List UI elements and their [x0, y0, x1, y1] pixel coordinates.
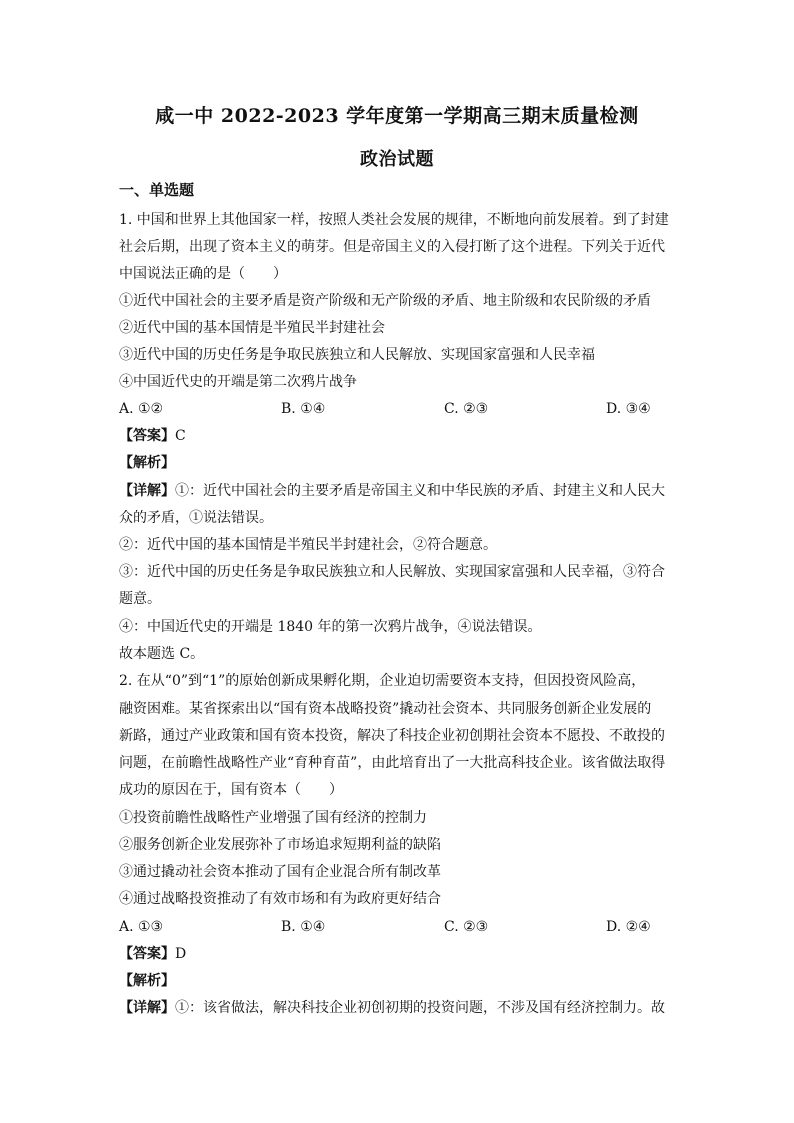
q2-answer	[119, 944, 186, 964]
q2-option-b: B. ①④	[281, 919, 326, 935]
document-title: 咸一中 2022-2023 学年度第一学期高三期末质量检测	[155, 105, 639, 127]
q1-detail-line: 众的矛盾，①说法错误。	[119, 510, 273, 526]
q2-stem-line: 2. 在从“0”到“1”的原始创新成果孵化期，企业迫切需要资本支持，但因投资风险高，	[119, 673, 646, 689]
q1-item: ④中国近代史的开端是第二次鸦片战争	[119, 374, 357, 390]
q2-item: ③通过撬动社会资本推动了国有企业混合所有制改革	[119, 864, 441, 880]
q2-option-d: D. ②④	[606, 919, 651, 935]
document-subtitle: 政治试题	[360, 149, 434, 170]
detail-text: ①：近代中国社会的主要矛盾是帝国主义和中华民族的矛盾、封建主义和人民大	[175, 483, 665, 499]
q1-item: ①近代中国社会的主要矛盾是资产阶级和无产阶级的矛盾、地主阶级和农民阶级的矛盾	[119, 293, 651, 309]
q1-detail-line	[119, 481, 665, 501]
q1-item: ③近代中国的历史任务是争取民族独立和人民解放、实现国家富强和人民幸福	[119, 347, 595, 363]
q2-option-a: A. ①③	[119, 919, 164, 935]
q1-item: ②近代中国的基本国情是半殖民半封建社会	[119, 320, 385, 336]
q1-option-a: A. ①②	[119, 401, 164, 417]
q2-analysis-tag: 【解析】	[119, 973, 175, 989]
q1-detail-line: ②：近代中国的基本国情是半殖民半封建社会，②符合题意。	[119, 537, 497, 553]
q2-item: ①投资前瞻性战略性产业增强了国有经济的控制力	[119, 810, 427, 826]
q1-detail-line: 题意。	[119, 591, 161, 607]
q2-item: ②服务创新企业发展弥补了市场追求短期利益的缺陷	[119, 837, 441, 853]
q1-stem-line: 社会后期，出现了资本主义的萌芽。但是帝国主义的入侵打断了这个进程。下列关于近代	[119, 239, 665, 255]
q2-option-c: C. ②③	[444, 919, 489, 935]
q2-detail-line	[119, 998, 665, 1018]
detail-text: ①：该省做法，解决科技企业初创初期的投资问题，不涉及国有经济控制力。故	[175, 1000, 665, 1016]
q1-stem-line: 中国说法正确的是（ ）	[119, 266, 287, 282]
q1-option-c: C. ②③	[444, 401, 489, 417]
answer-tag: 【答案】	[119, 946, 175, 962]
q1-detail-line: 故本题选 C。	[119, 646, 205, 662]
q1-stem-line: 1. 中国和世界上其他国家一样，按照人类社会发展的规律，不断地向前发展着。到了封建	[119, 212, 669, 228]
detail-tag: 【详解】	[119, 1000, 175, 1016]
q2-item: ④通过战略投资推动了有效市场和有为政府更好结合	[119, 891, 441, 907]
q1-option-d: D. ③④	[606, 401, 651, 417]
answer-tag: 【答案】	[119, 428, 175, 444]
answer-value: C	[175, 428, 186, 444]
detail-tag: 【详解】	[119, 483, 175, 499]
q2-stem-line: 问题，在前瞻性战略性产业“育种育苗”，由此培育出了一大批高科技企业。该省做法取得	[119, 755, 666, 771]
q1-detail-line: ④：中国近代史的开端是 1840 年的第一次鸦片战争，④说法错误。	[119, 619, 542, 635]
q2-stem-line: 融资困难。某省探索出以“国有资本战略投资”撬动社会资本、共同服务创新企业发展的	[119, 701, 652, 717]
q1-answer	[119, 426, 186, 446]
section-heading: 一、单选题	[119, 181, 195, 199]
q2-stem-line: 成功的原因在于，国有资本（ ）	[119, 782, 343, 798]
q2-stem-line: 新路，通过产业政策和国有资本投资，解决了科技企业初创期社会资本不愿投、不敢投的	[119, 728, 665, 744]
q1-option-b: B. ①④	[281, 401, 326, 417]
answer-value: D	[175, 946, 187, 962]
q1-analysis-tag: 【解析】	[119, 455, 175, 471]
q1-detail-line: ③：近代中国的历史任务是争取民族独立和人民解放、实现国家富强和人民幸福，③符合	[119, 564, 665, 580]
